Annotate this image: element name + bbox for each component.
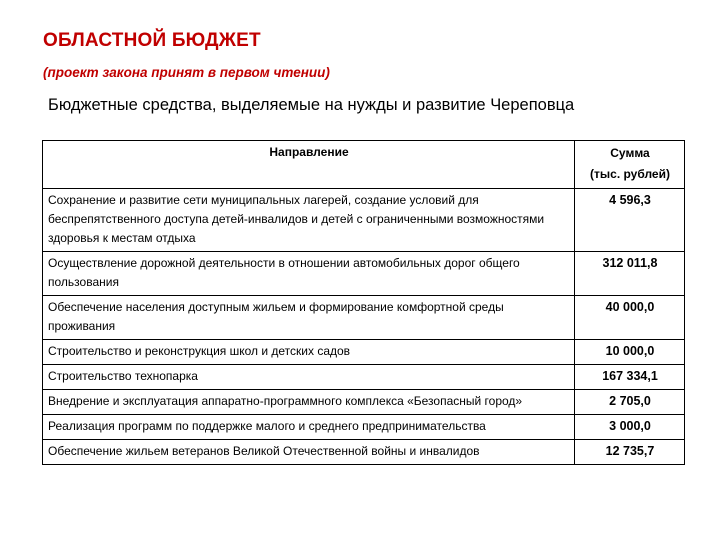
row-sum: 167 334,1 — [575, 365, 685, 390]
table-row — [43, 296, 685, 340]
table-row — [43, 189, 685, 252]
row-direction: Обеспечение населения доступным жильем и формирование комфортной среды проживания — [43, 296, 575, 340]
row-sum: 12 735,7 — [575, 440, 685, 465]
row-direction: Сохранение и развитие сети муниципальных лагерей, создание условий для беспрепятственного доступа детей-инвалидов и детей с ограниченными возможностями здоровья к местам отдыха — [43, 189, 575, 252]
table-caption: Бюджетные средства, выделяемые на нужды и развитие Череповца — [48, 96, 575, 114]
row-sum: 10 000,0 — [575, 340, 685, 365]
table-row — [43, 340, 685, 365]
row-direction: Осуществление дорожной деятельности в отношении автомобильных дорог общего пользования — [43, 252, 575, 296]
row-direction: Реализация программ по поддержке малого и среднего предпринимательства — [43, 415, 575, 440]
table-row — [43, 365, 685, 390]
budget-table — [42, 140, 685, 465]
row-sum: 3 000,0 — [575, 415, 685, 440]
row-sum: 2 705,0 — [575, 390, 685, 415]
row-direction: Внедрение и эксплуатация аппаратно-программного комплекса «Безопасный город» — [43, 390, 575, 415]
row-sum: 4 596,3 — [575, 189, 685, 252]
page-title: ОБЛАСТНОЙ БЮДЖЕТ — [43, 30, 261, 51]
row-direction: Строительство и реконструкция школ и детских садов — [43, 340, 575, 365]
page-subtitle: (проект закона принят в первом чтении) — [43, 65, 330, 80]
row-sum: 40 000,0 — [575, 296, 685, 340]
column-header-sum — [575, 141, 685, 189]
table-header-row — [43, 141, 685, 189]
table-row — [43, 440, 685, 465]
table-row — [43, 415, 685, 440]
column-header-sum-title: Сумма — [610, 146, 650, 160]
table-row — [43, 390, 685, 415]
table-row — [43, 252, 685, 296]
row-direction: Строительство технопарка — [43, 365, 575, 390]
row-sum: 312 011,8 — [575, 252, 685, 296]
column-header-sum-unit: (тыс. рублей) — [590, 167, 670, 181]
row-direction: Обеспечение жильем ветеранов Великой Отечественной войны и инвалидов — [43, 440, 575, 465]
column-header-direction: Направление — [43, 141, 575, 189]
